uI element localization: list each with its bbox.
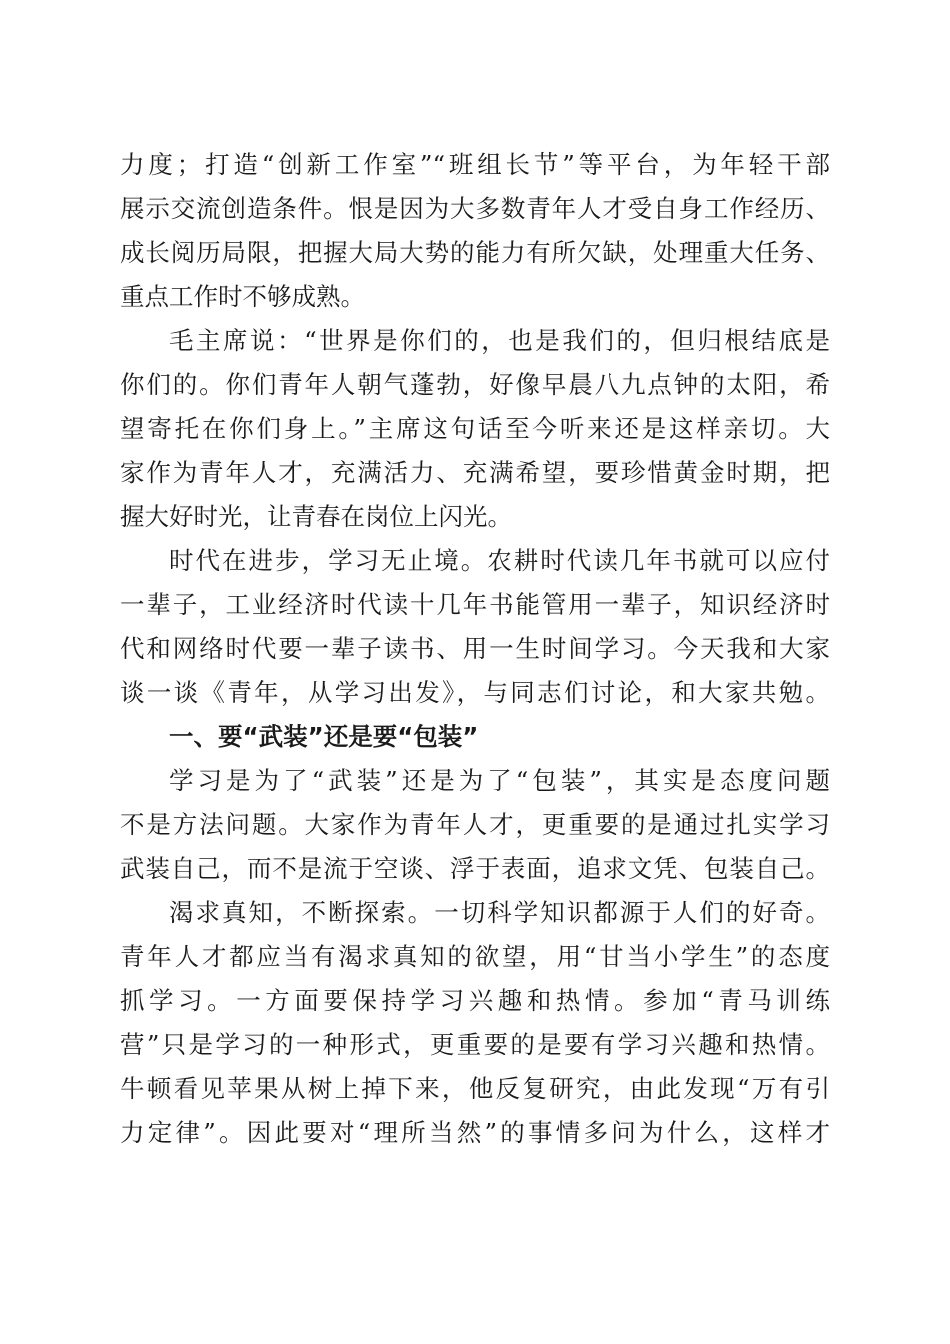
paragraph-5-line-6: 力定律”。因此要对“理所当然”的事情多问为什么，这样才	[120, 1118, 830, 1147]
paragraph-2-line-2: 你们的。你们青年人朝气蓬勃，好像早晨八九点钟的太阳，希	[120, 370, 830, 399]
paragraph-2-line-5: 握大好时光，让青春在岗位上闪光。	[120, 502, 512, 531]
paragraph-4-line-3: 武装自己，而不是流于空谈、浮于表面，追求文凭、包装自己。	[120, 854, 830, 883]
paragraph-1-line-4: 重点工作时不够成熟。	[120, 282, 365, 311]
paragraph-1-line-2: 展示交流创造条件。恨是因为大多数青年人才受自身工作经历、	[120, 194, 830, 223]
paragraph-2-line-1: 毛主席说：“世界是你们的，也是我们的，但归根结底是	[169, 326, 830, 355]
paragraph-1-line-3: 成长阅历局限，把握大局大势的能力有所欠缺，处理重大任务、	[120, 238, 830, 267]
paragraph-5-line-1: 渴求真知，不断探索。一切科学知识都源于人们的好奇。	[169, 898, 830, 927]
paragraph-4-line-2: 不是方法问题。大家作为青年人才，更重要的是通过扎实学习	[120, 810, 830, 839]
paragraph-3-line-3: 代和网络时代要一辈子读书、用一生时间学习。今天我和大家	[120, 634, 830, 663]
section-heading-1: 一、要“武装”还是要“包装”	[169, 722, 479, 751]
paragraph-2-line-3: 望寄托在你们身上。”主席这句话至今听来还是这样亲切。大	[120, 414, 830, 443]
paragraph-5-line-5: 牛顿看见苹果从树上掉下来，他反复研究，由此发现“万有引	[120, 1074, 830, 1103]
paragraph-4-line-1: 学习是为了“武装”还是为了“包装”，其实是态度问题	[169, 766, 830, 795]
paragraph-3-line-2: 一辈子，工业经济时代读十几年书能管用一辈子，知识经济时	[120, 590, 830, 619]
paragraph-1-line-1: 力度；打造“创新工作室”“班组长节”等平台，为年轻干部	[120, 150, 830, 179]
paragraph-5-line-2: 青年人才都应当有渴求真知的欲望，用“甘当小学生”的态度	[120, 942, 830, 971]
paragraph-3-line-4: 谈一谈《青年，从学习出发》，与同志们讨论，和大家共勉。	[120, 678, 830, 707]
paragraph-5-line-4: 营”只是学习的一种形式，更重要的是要有学习兴趣和热情。	[120, 1030, 830, 1059]
paragraph-5-line-3: 抓学习。一方面要保持学习兴趣和热情。参加“青马训练	[120, 986, 830, 1015]
paragraph-3-line-1: 时代在进步，学习无止境。农耕时代读几年书就可以应付	[169, 546, 830, 575]
paragraph-2-line-4: 家作为青年人才，充满活力、充满希望，要珍惜黄金时期，把	[120, 458, 830, 487]
